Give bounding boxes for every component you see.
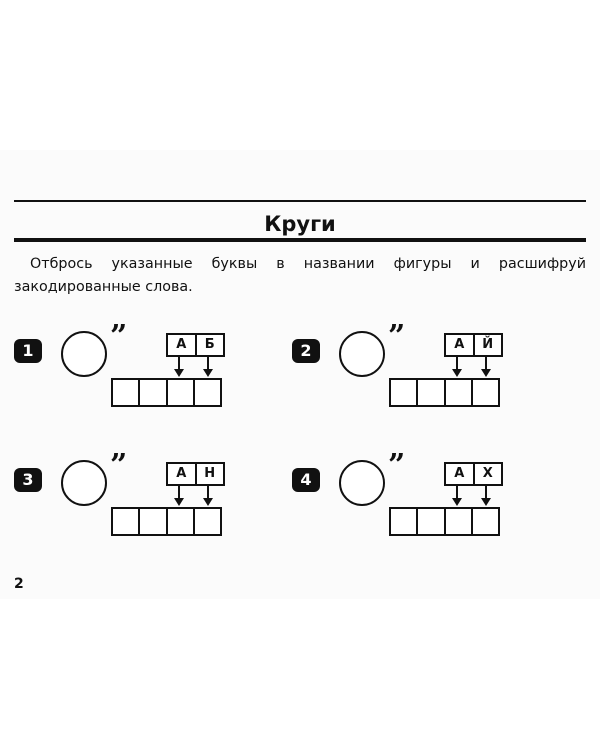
down-arrow-icon	[481, 357, 491, 377]
answer-cell[interactable]	[416, 509, 443, 534]
down-arrow-icon	[452, 486, 462, 506]
removed-letters	[444, 462, 503, 486]
quote-mark: ”	[110, 319, 128, 354]
answer-cell[interactable]	[166, 380, 193, 405]
task-number-badge: 1	[14, 339, 42, 363]
letter-cell: А	[176, 337, 187, 352]
task-4	[292, 448, 552, 560]
down-arrow-icon	[174, 486, 184, 506]
title-underline	[14, 238, 586, 242]
down-arrow-icon	[481, 486, 491, 506]
answer-cell[interactable]	[471, 509, 498, 534]
task-number-badge: 2	[292, 339, 320, 363]
quote-mark: ”	[388, 319, 406, 354]
task-2	[292, 319, 552, 431]
answer-boxes[interactable]	[389, 507, 500, 536]
circle-figure	[339, 460, 385, 506]
answer-cell[interactable]	[113, 509, 138, 534]
workbook-page	[0, 150, 600, 599]
header-rule	[14, 200, 586, 202]
instruction-text: Отбрось указанные буквы в названии фигуры и расшифруй закодированные слова.	[14, 256, 586, 295]
removed-letters	[166, 333, 225, 357]
answer-cell[interactable]	[166, 509, 193, 534]
answer-cell[interactable]	[444, 509, 471, 534]
page-number: 2	[14, 576, 24, 592]
answer-boxes[interactable]	[111, 507, 222, 536]
answer-boxes[interactable]	[389, 378, 500, 407]
page-title: Круги	[264, 212, 336, 236]
answer-cell[interactable]	[138, 380, 165, 405]
removed-letters	[444, 333, 503, 357]
answer-cell[interactable]	[113, 380, 138, 405]
letter-cell: А	[454, 337, 465, 352]
task-number-badge: 4	[292, 468, 320, 492]
quote-mark: ”	[388, 448, 406, 483]
letter-cell: Й	[473, 335, 502, 355]
letter-cell: А	[454, 466, 465, 481]
answer-cell[interactable]	[391, 380, 416, 405]
answer-cell[interactable]	[471, 380, 498, 405]
letter-cell: Б	[195, 335, 224, 355]
circle-figure	[339, 331, 385, 377]
down-arrow-icon	[174, 357, 184, 377]
removed-letters	[166, 462, 225, 486]
answer-cell[interactable]	[444, 380, 471, 405]
task-1	[14, 319, 274, 431]
letter-cell: Х	[473, 464, 502, 484]
down-arrow-icon	[203, 486, 213, 506]
answer-cell[interactable]	[391, 509, 416, 534]
down-arrow-icon	[203, 357, 213, 377]
letter-cell: Н	[195, 464, 224, 484]
quote-mark: ”	[110, 448, 128, 483]
answer-cell[interactable]	[193, 509, 220, 534]
letter-cell: А	[176, 466, 187, 481]
circle-figure	[61, 331, 107, 377]
answer-cell[interactable]	[193, 380, 220, 405]
task-number-badge: 3	[14, 468, 42, 492]
down-arrow-icon	[452, 357, 462, 377]
circle-figure	[61, 460, 107, 506]
answer-cell[interactable]	[138, 509, 165, 534]
answer-cell[interactable]	[416, 380, 443, 405]
answer-boxes[interactable]	[111, 378, 222, 407]
task-3	[14, 448, 274, 560]
